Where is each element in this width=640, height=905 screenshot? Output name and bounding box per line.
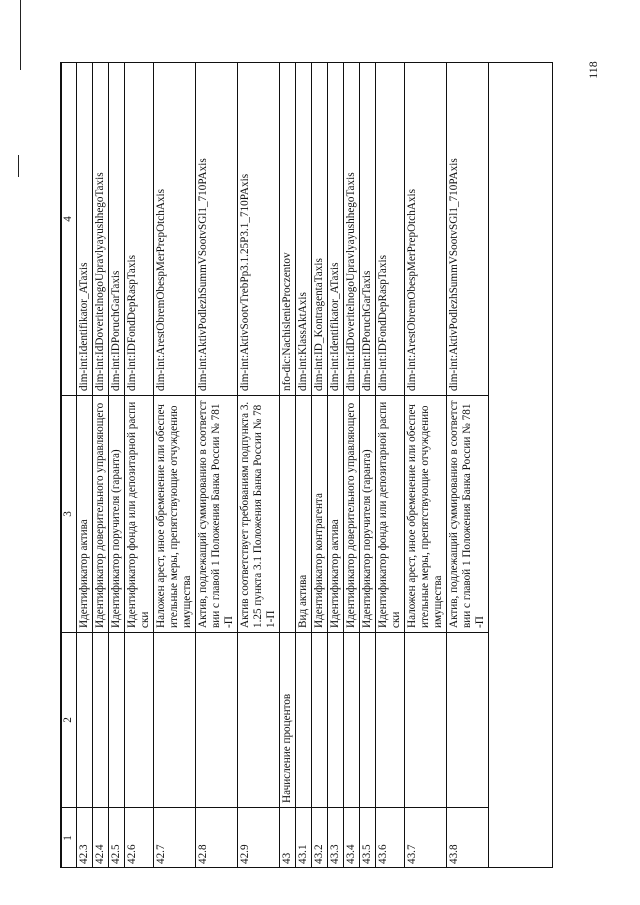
section-name-cell — [312, 633, 328, 808]
row-number-cell: 42.4 — [93, 808, 109, 869]
attribute-cell: Идентификатор контрагента — [312, 396, 328, 633]
dimension-code-cell: dim-int:ID_KontragentaTaxis — [312, 62, 328, 396]
table-row — [154, 62, 196, 868]
attribute-cell: Идентификатор фонда или депозитарной расписки — [125, 396, 154, 633]
header-cell: 4 — [62, 62, 77, 396]
attribute-cell: Наложен арест, иное обременение или обеспечительные меры, препятствующие отчуждению имущества — [405, 396, 447, 633]
dimension-code-cell: dim-int:KlassAktAxis — [296, 62, 312, 396]
attribute-cell: Идентификатор поручителя (гаранта) — [360, 396, 376, 633]
attribute-cell: Идентификатор актива — [328, 396, 344, 633]
section-name-cell — [238, 633, 280, 808]
dimension-code-cell: dim-int:IDFondDepRaspTaxis — [376, 62, 405, 396]
table-row — [196, 62, 238, 868]
row-number-cell: 43.6 — [376, 808, 405, 869]
row-number-cell: 42.5 — [109, 808, 125, 869]
table-row — [125, 62, 154, 868]
section-name-cell — [77, 633, 93, 808]
section-name-cell — [296, 633, 312, 808]
table-row — [93, 62, 109, 868]
row-number-cell: 42.6 — [125, 808, 154, 869]
dimension-code-cell: nfo-dic:NachislenieProczentov — [280, 62, 296, 396]
row-number-cell: 43 — [280, 808, 296, 869]
dimension-code-cell: dim-int:Identifikator_ATaxis — [328, 62, 344, 396]
attribute-cell: Идентификатор поручителя (гаранта) — [109, 396, 125, 633]
dimension-code-cell: dim-int:ArestObremObespMerPrepOtchAxis — [405, 62, 447, 396]
table-frame — [60, 62, 553, 868]
margin-mark — [18, 155, 19, 177]
section-name-cell — [125, 633, 154, 808]
attribute-cell: Актив, подлежащий суммированию в соответствии с главой 1 Положения Банка России № 781-П — [447, 396, 489, 633]
row-number-cell: 42.9 — [238, 808, 280, 869]
section-name-cell — [360, 633, 376, 808]
table-row — [77, 62, 93, 868]
section-name-cell — [154, 633, 196, 808]
row-number-cell: 42.7 — [154, 808, 196, 869]
table-header-row — [62, 62, 77, 868]
table-row — [312, 62, 328, 868]
dimension-code-cell: dim-int:IDFondDepRaspTaxis — [125, 62, 154, 396]
header-cell: 1 — [62, 808, 77, 869]
table-row — [360, 62, 376, 868]
page-number: 118 — [586, 61, 600, 79]
section-name-cell — [376, 633, 405, 808]
dimension-code-cell: dim-int:IdDoveritelnogoUpravlyayushhegoTaxis — [93, 62, 109, 396]
header-cell: 2 — [62, 633, 77, 808]
attribute-cell: Идентификатор доверительного управляющего — [93, 396, 109, 633]
row-number-cell: 43.2 — [312, 808, 328, 869]
row-number-cell: 43.5 — [360, 808, 376, 869]
table-body — [77, 62, 489, 868]
margin-mark — [20, 0, 21, 70]
row-number-cell: 43.1 — [296, 808, 312, 869]
section-name-cell — [196, 633, 238, 808]
section-name-cell — [447, 633, 489, 808]
dimension-code-cell: dim-int:IDPoruchGarTaxis — [109, 62, 125, 396]
header-cell: 3 — [62, 396, 77, 633]
dimension-code-cell: dim-int:IDPoruchGarTaxis — [360, 62, 376, 396]
section-name-cell — [328, 633, 344, 808]
row-number-cell: 42.8 — [196, 808, 238, 869]
table-row — [447, 62, 489, 868]
dimension-code-cell: dim-int:AktivSootvTrebPp3.1.25P3.1_710PAxis — [238, 62, 280, 396]
section-name-cell — [344, 633, 360, 808]
dimension-code-cell: dim-int:ArestObremObespMerPrepOtchAxis — [154, 62, 196, 396]
table-row — [344, 62, 360, 868]
attribute-cell: Идентификатор фонда или депозитарной расписки — [376, 396, 405, 633]
dimension-code-cell: dim-int:IdDoveritelnogoUpravlyayushhegoTaxis — [344, 62, 360, 396]
attribute-cell: Вид актива — [296, 396, 312, 633]
row-number-cell: 43.8 — [447, 808, 489, 869]
xbrl-mapping-table — [61, 62, 489, 868]
row-number-cell: 42.3 — [77, 808, 93, 869]
table-row — [280, 62, 296, 868]
attribute-cell: Идентификатор актива — [77, 396, 93, 633]
attribute-cell — [280, 396, 296, 633]
row-number-cell: 43.7 — [405, 808, 447, 869]
dimension-code-cell: dim-int:AktivPodlezhSummVSootvSGl1_710PAxis — [447, 62, 489, 396]
rotated-table-container — [61, 63, 553, 868]
attribute-cell: Идентификатор доверительного управляющего — [344, 396, 360, 633]
section-name-cell — [109, 633, 125, 808]
attribute-cell: Наложен арест, иное обременение или обеспечительные меры, препятствующие отчуждению имущества — [154, 396, 196, 633]
section-name-cell — [405, 633, 447, 808]
dimension-code-cell: dim-int:AktivPodlezhSummVSootvSGl1_710PAxis — [196, 62, 238, 396]
attribute-cell: Актив, подлежащий суммированию в соответствии с главой 1 Положения Банка России № 781-П — [196, 396, 238, 633]
table-row — [405, 62, 447, 868]
row-number-cell: 43.4 — [344, 808, 360, 869]
dimension-code-cell: dim-int:Identifikator_ATaxis — [77, 62, 93, 396]
table-row — [376, 62, 405, 868]
row-number-cell: 43.3 — [328, 808, 344, 869]
table-row — [296, 62, 312, 868]
attribute-cell: Актив соответствует требованиям подпункта 3.1.25 пункта 3.1 Положения Банка России № 781-П — [238, 396, 280, 633]
table-row — [109, 62, 125, 868]
table-row — [238, 62, 280, 868]
table-row — [328, 62, 344, 868]
section-name-cell: Начисление процентов — [280, 633, 296, 808]
section-name-cell — [93, 633, 109, 808]
